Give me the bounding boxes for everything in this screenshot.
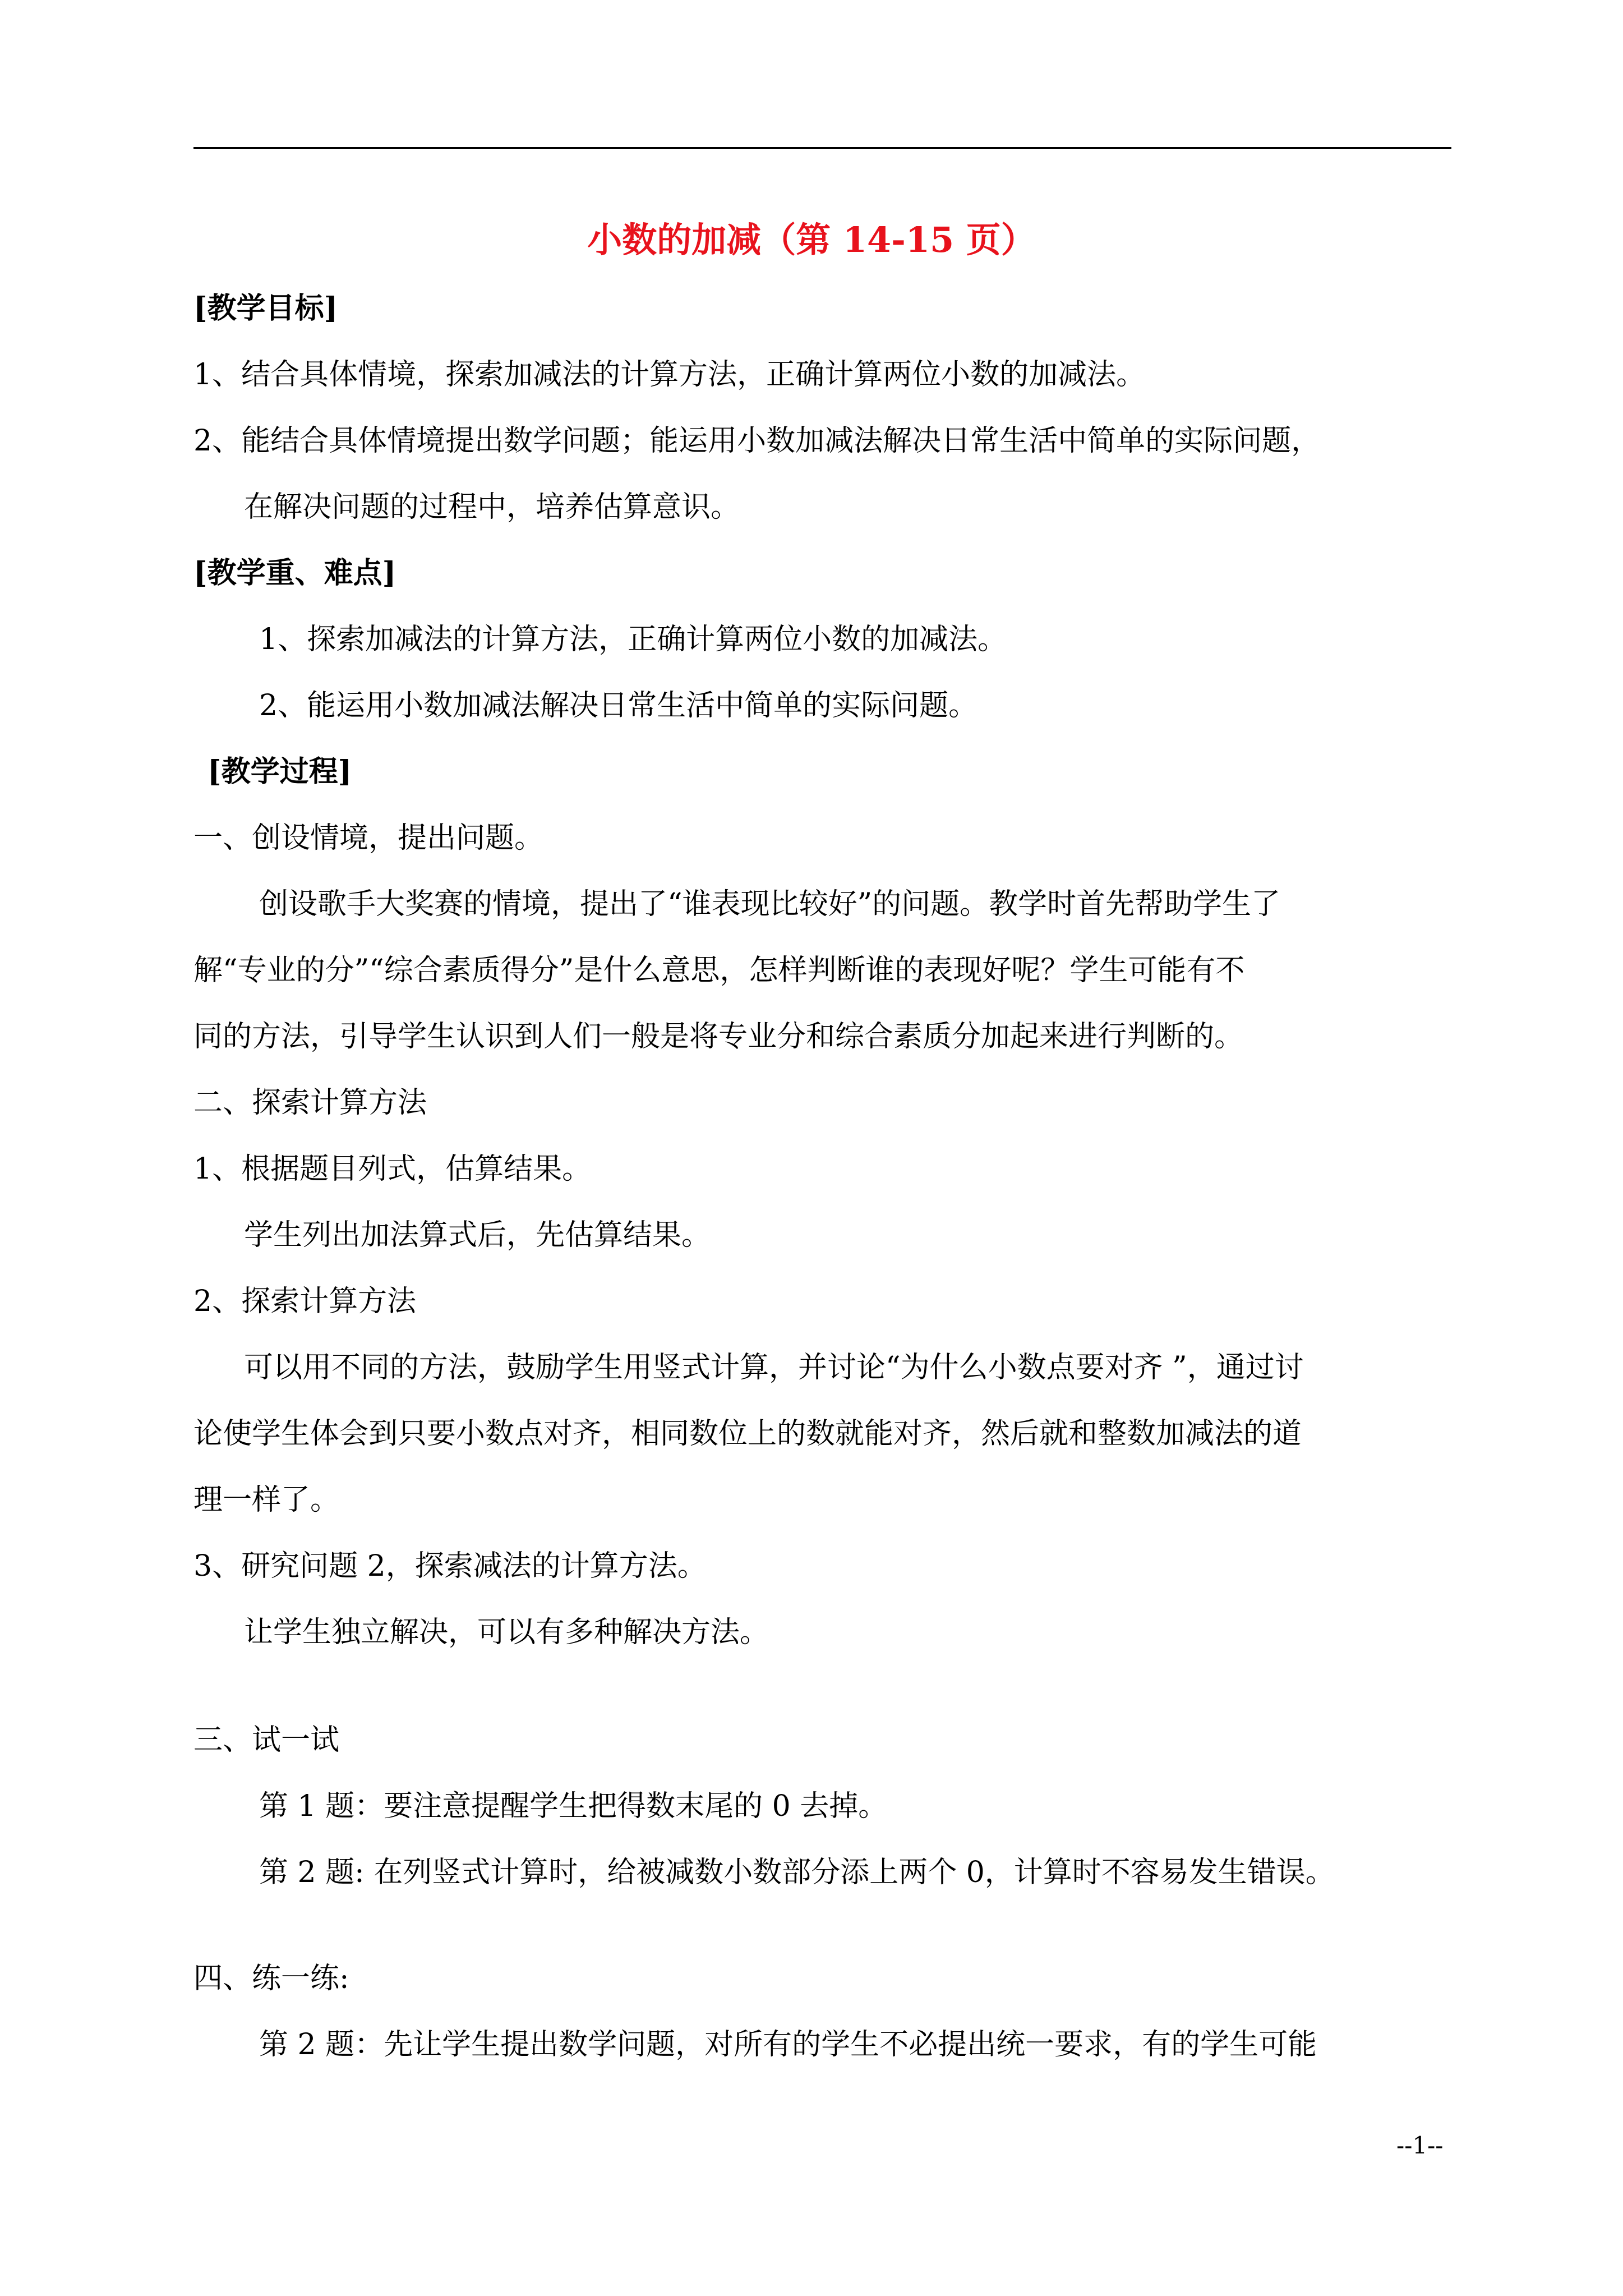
objective-2-line-2: 在解决问题的过程中，培养估算意识。 bbox=[244, 490, 740, 524]
step1-paragraph-line-1: 创设歌手大奖赛的情境，提出了“谁表现比较好”的问题。教学时首先帮助学生了 bbox=[259, 887, 1281, 921]
step2-item-1: 1、根据题目列式，估算结果。 bbox=[193, 1152, 592, 1186]
keypoints-heading: [教学重、难点] bbox=[193, 556, 396, 590]
page-number: --1-- bbox=[1396, 2132, 1444, 2159]
process-heading: [教学过程] bbox=[208, 754, 352, 789]
step1-paragraph-line-3: 同的方法，引导学生认识到人们一般是将专业分和综合素质分加起来进行判断的。 bbox=[193, 1020, 1244, 1053]
step2-item-2-line-2: 论使学生体会到只要小数点对齐，相同数位上的数就能对齐，然后就和整数加减法的道 bbox=[193, 1417, 1302, 1451]
step3-heading: 三、试一试 bbox=[193, 1723, 340, 1757]
step4-question-2: 第 2 题：先让学生提出数学问题，对所有的学生不必提出统一要求，有的学生可能 bbox=[259, 2028, 1317, 2062]
step1-paragraph-line-2: 解“专业的分”“综合素质得分”是什么意思，怎样判断谁的表现好呢？学生可能有不 bbox=[193, 954, 1245, 987]
step2-item-1-detail: 学生列出加法算式后，先估算结果。 bbox=[244, 1218, 711, 1252]
objectives-heading: [教学目标] bbox=[193, 291, 338, 325]
step2-item-2-line-3: 理一样了。 bbox=[193, 1483, 340, 1517]
step2-item-3-detail: 让学生独立解决，可以有多种解决方法。 bbox=[244, 1616, 769, 1649]
keypoint-1: 1、探索加减法的计算方法，正确计算两位小数的加减法。 bbox=[259, 623, 1007, 656]
step3-question-1: 第 1 题：要注意提醒学生把得数末尾的 0 去掉。 bbox=[259, 1789, 888, 1823]
step4-heading: 四、练一练: bbox=[193, 1962, 349, 1995]
step2-heading: 二、探索计算方法 bbox=[193, 1086, 427, 1120]
objective-1: 1、结合具体情境，探索加减法的计算方法，正确计算两位小数的加减法。 bbox=[193, 358, 1146, 392]
step3-question-2: 第 2 题: 在列竖式计算时，给被减数小数部分添上两个 0，计算时不容易发生错误。 bbox=[259, 1856, 1335, 1889]
objective-2-line-1: 2、能结合具体情境提出数学问题；能运用小数加减法解决日常生活中简单的实际问题， bbox=[193, 424, 1321, 458]
step2-item-3: 3、研究问题 2，探索减法的计算方法。 bbox=[193, 1549, 707, 1583]
step2-item-2: 2、探索计算方法 bbox=[193, 1285, 417, 1318]
step1-heading: 一、创设情境，提出问题。 bbox=[193, 821, 544, 855]
header-rule bbox=[193, 147, 1451, 149]
keypoint-2: 2、能运用小数加减法解决日常生活中简单的实际问题。 bbox=[259, 689, 978, 723]
document-title: 小数的加减（第 14-15 页） bbox=[587, 219, 1036, 260]
step2-item-2-line-1: 可以用不同的方法，鼓励学生用竖式计算，并讨论“为什么小数点要对齐 ”，通过讨 bbox=[244, 1351, 1304, 1384]
